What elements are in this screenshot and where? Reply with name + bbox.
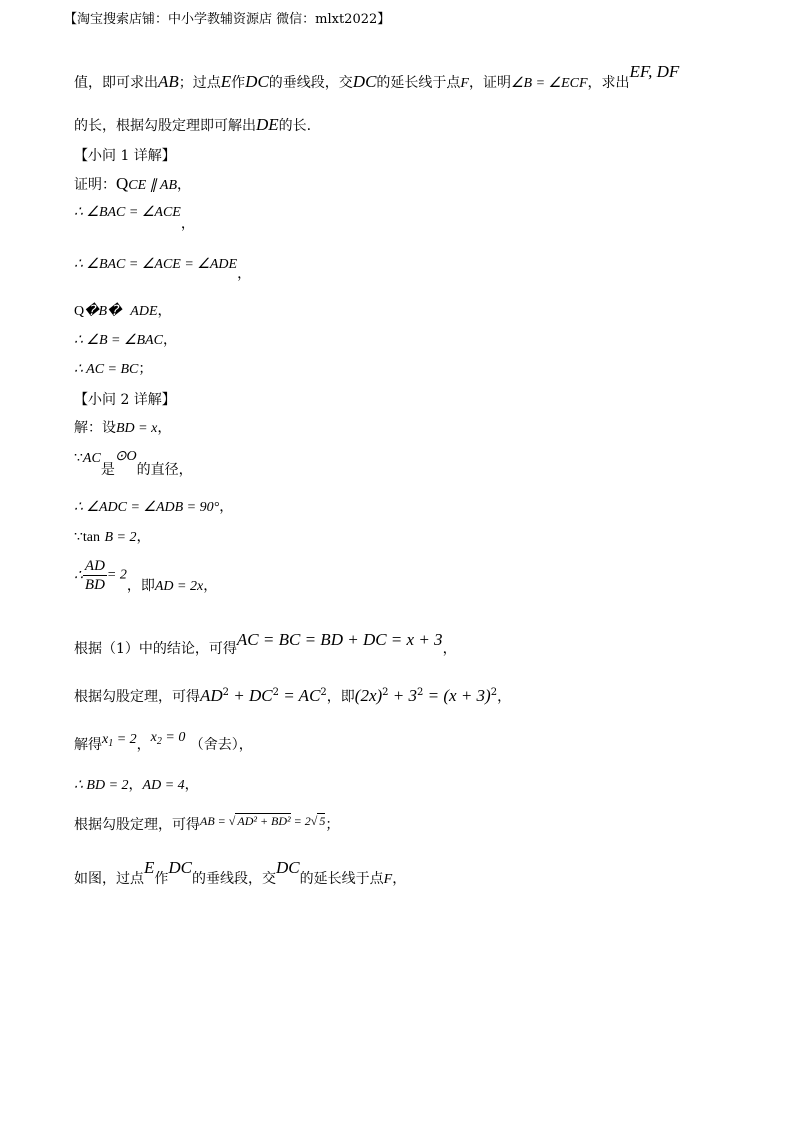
text: 根据勾股定理，可得 (74, 689, 200, 705)
solution-line-2 (74, 448, 193, 478)
text: 的垂线段，交 (268, 75, 353, 91)
text: ， (237, 266, 252, 282)
superscript: 2 (320, 687, 327, 698)
section-heading-1: 【小问 1 详解】 (74, 148, 176, 164)
solution-line-5 (74, 557, 217, 594)
proof-line-2 (74, 202, 195, 232)
math: DE (256, 115, 279, 134)
math: CE ∥ AB (128, 178, 178, 193)
text: ∵ (74, 450, 83, 466)
math: B = 2 (104, 530, 137, 545)
math: ∠B = ∠ECF (510, 76, 588, 91)
text: 值，即可求出 (74, 75, 158, 91)
text: 的直径， (136, 462, 193, 478)
text: 解：设 (74, 420, 116, 436)
text: 作 (154, 871, 169, 887)
math: ADE (130, 304, 158, 319)
math-part: = 2 (290, 814, 311, 828)
math (200, 814, 325, 828)
proof-line-4 (74, 301, 172, 322)
denominator: BD (84, 577, 105, 593)
fraction (83, 557, 107, 594)
text: ， (392, 871, 407, 887)
math: ∴ AC = BC (74, 362, 139, 377)
proof-line-3 (74, 254, 252, 282)
text: 如图，过点 (74, 871, 144, 887)
text: 的延长线于点 (299, 871, 384, 887)
solution-line-1 (74, 418, 171, 439)
text: ； (325, 817, 340, 833)
text: ； (138, 361, 153, 377)
math: ∴ BD = 2 (74, 778, 129, 793)
because-glyph: Q (116, 174, 129, 193)
radicand: AD² + BD² (237, 814, 291, 828)
superscript: 2 (382, 687, 389, 698)
text: ，求出 (587, 75, 630, 91)
math: ∴ ∠BAC = ∠ACE = ∠ADE (74, 257, 238, 272)
math: DC (245, 72, 269, 91)
text: ，即 (126, 577, 155, 594)
math: = (x + 3) (423, 686, 491, 705)
math: E (220, 72, 232, 91)
text: ， (162, 332, 177, 348)
math-part: AB = (200, 814, 229, 828)
math: ∴ ∠B = ∠BAC (74, 333, 163, 348)
math-value: = 0 (161, 730, 186, 745)
proof-line-5 (74, 330, 177, 351)
text: ， (177, 177, 192, 193)
math: �B� (84, 304, 122, 319)
text: ， (136, 529, 151, 545)
proof-line-1 (74, 174, 191, 196)
text: ，即 (326, 689, 355, 705)
text: 的长，根据勾股定理即可解出 (74, 118, 256, 134)
text: ， (128, 777, 143, 793)
math-var: x (102, 732, 109, 747)
text: ， (180, 216, 195, 232)
math: F (383, 872, 393, 887)
sqrt-icon: √ (228, 814, 236, 828)
text: 根据（1）中的结论，可得 (74, 641, 237, 657)
superscript: 2 (272, 687, 280, 698)
text: （舍去）， (189, 737, 253, 753)
math: ∴ (74, 568, 83, 584)
math: BD = x (116, 421, 158, 436)
math: = 2 (106, 567, 127, 583)
proof-line-6 (74, 359, 152, 380)
math: DC (352, 72, 377, 91)
text: 的延长线于点 (376, 75, 461, 91)
text: 作 (231, 75, 246, 91)
text: ，证明 (468, 75, 511, 91)
text: 根据勾股定理，可得 (74, 817, 200, 833)
text-line-2 (74, 115, 311, 136)
superscript: 2 (417, 687, 424, 698)
text: ∵tan (74, 530, 101, 545)
math: EF, DF (629, 62, 680, 81)
superscript: 2 (490, 687, 498, 698)
math: (2x) (354, 686, 383, 705)
math: + 3 (388, 686, 418, 705)
radicand: 5 (319, 814, 326, 828)
superscript: 2 (222, 687, 230, 698)
math: = AC (279, 686, 321, 705)
math: ∴ ∠BAC = ∠ACE (74, 205, 181, 220)
math: AD (200, 686, 223, 705)
math: AD = 4 (142, 778, 185, 793)
math: AC = BC = BD + DC = x + 3 (236, 630, 443, 649)
solution-line-6 (74, 630, 457, 657)
math-var: x (150, 730, 157, 745)
section-heading-2: 【小问 2 详解】 (74, 392, 176, 408)
math: AB (158, 72, 179, 91)
solution-line-9 (74, 775, 199, 796)
solution-line-10 (74, 815, 339, 835)
text: ， (184, 777, 199, 793)
text: ， (219, 499, 234, 515)
math: ⊙O (114, 449, 137, 464)
text: ；过点 (178, 75, 221, 91)
text: 的长. (278, 118, 312, 134)
text: ， (157, 303, 172, 319)
math: F (460, 76, 469, 91)
subscript: 2 (156, 736, 162, 747)
text: ， (203, 577, 218, 594)
text: 的垂线段，交 (192, 871, 277, 887)
text: ， (157, 420, 172, 436)
math: E (144, 858, 155, 877)
sqrt-icon: √ (310, 814, 318, 828)
solution-line-3 (74, 497, 233, 518)
subscript: 1 (108, 738, 114, 749)
solution-line-8 (74, 730, 253, 760)
math (151, 730, 186, 745)
text: 解得 (74, 737, 102, 753)
math: ∴ ∠ADC = ∠ADB = 90° (74, 500, 220, 515)
math: + DC (229, 686, 273, 705)
numerator: AD (84, 558, 105, 574)
text-line-1 (74, 62, 680, 94)
math: AD = 2x (154, 578, 204, 594)
text: 证明： (74, 177, 116, 193)
solution-line-7 (74, 683, 511, 707)
text: 是 (100, 462, 115, 478)
because-glyph: Q (74, 304, 85, 319)
math (102, 732, 137, 747)
math: DC (276, 858, 300, 877)
solution-line-4 (74, 527, 150, 548)
solution-line-11 (74, 858, 407, 890)
text: ， (136, 737, 151, 753)
page-header: 【淘宝搜索店铺：中小学教辅资源店 微信：mlxt2022】 (64, 12, 391, 27)
text: ， (497, 689, 512, 705)
math: AC (82, 451, 101, 466)
math: DC (168, 858, 193, 877)
math-value: = 2 (113, 732, 137, 747)
text: ， (442, 641, 457, 657)
